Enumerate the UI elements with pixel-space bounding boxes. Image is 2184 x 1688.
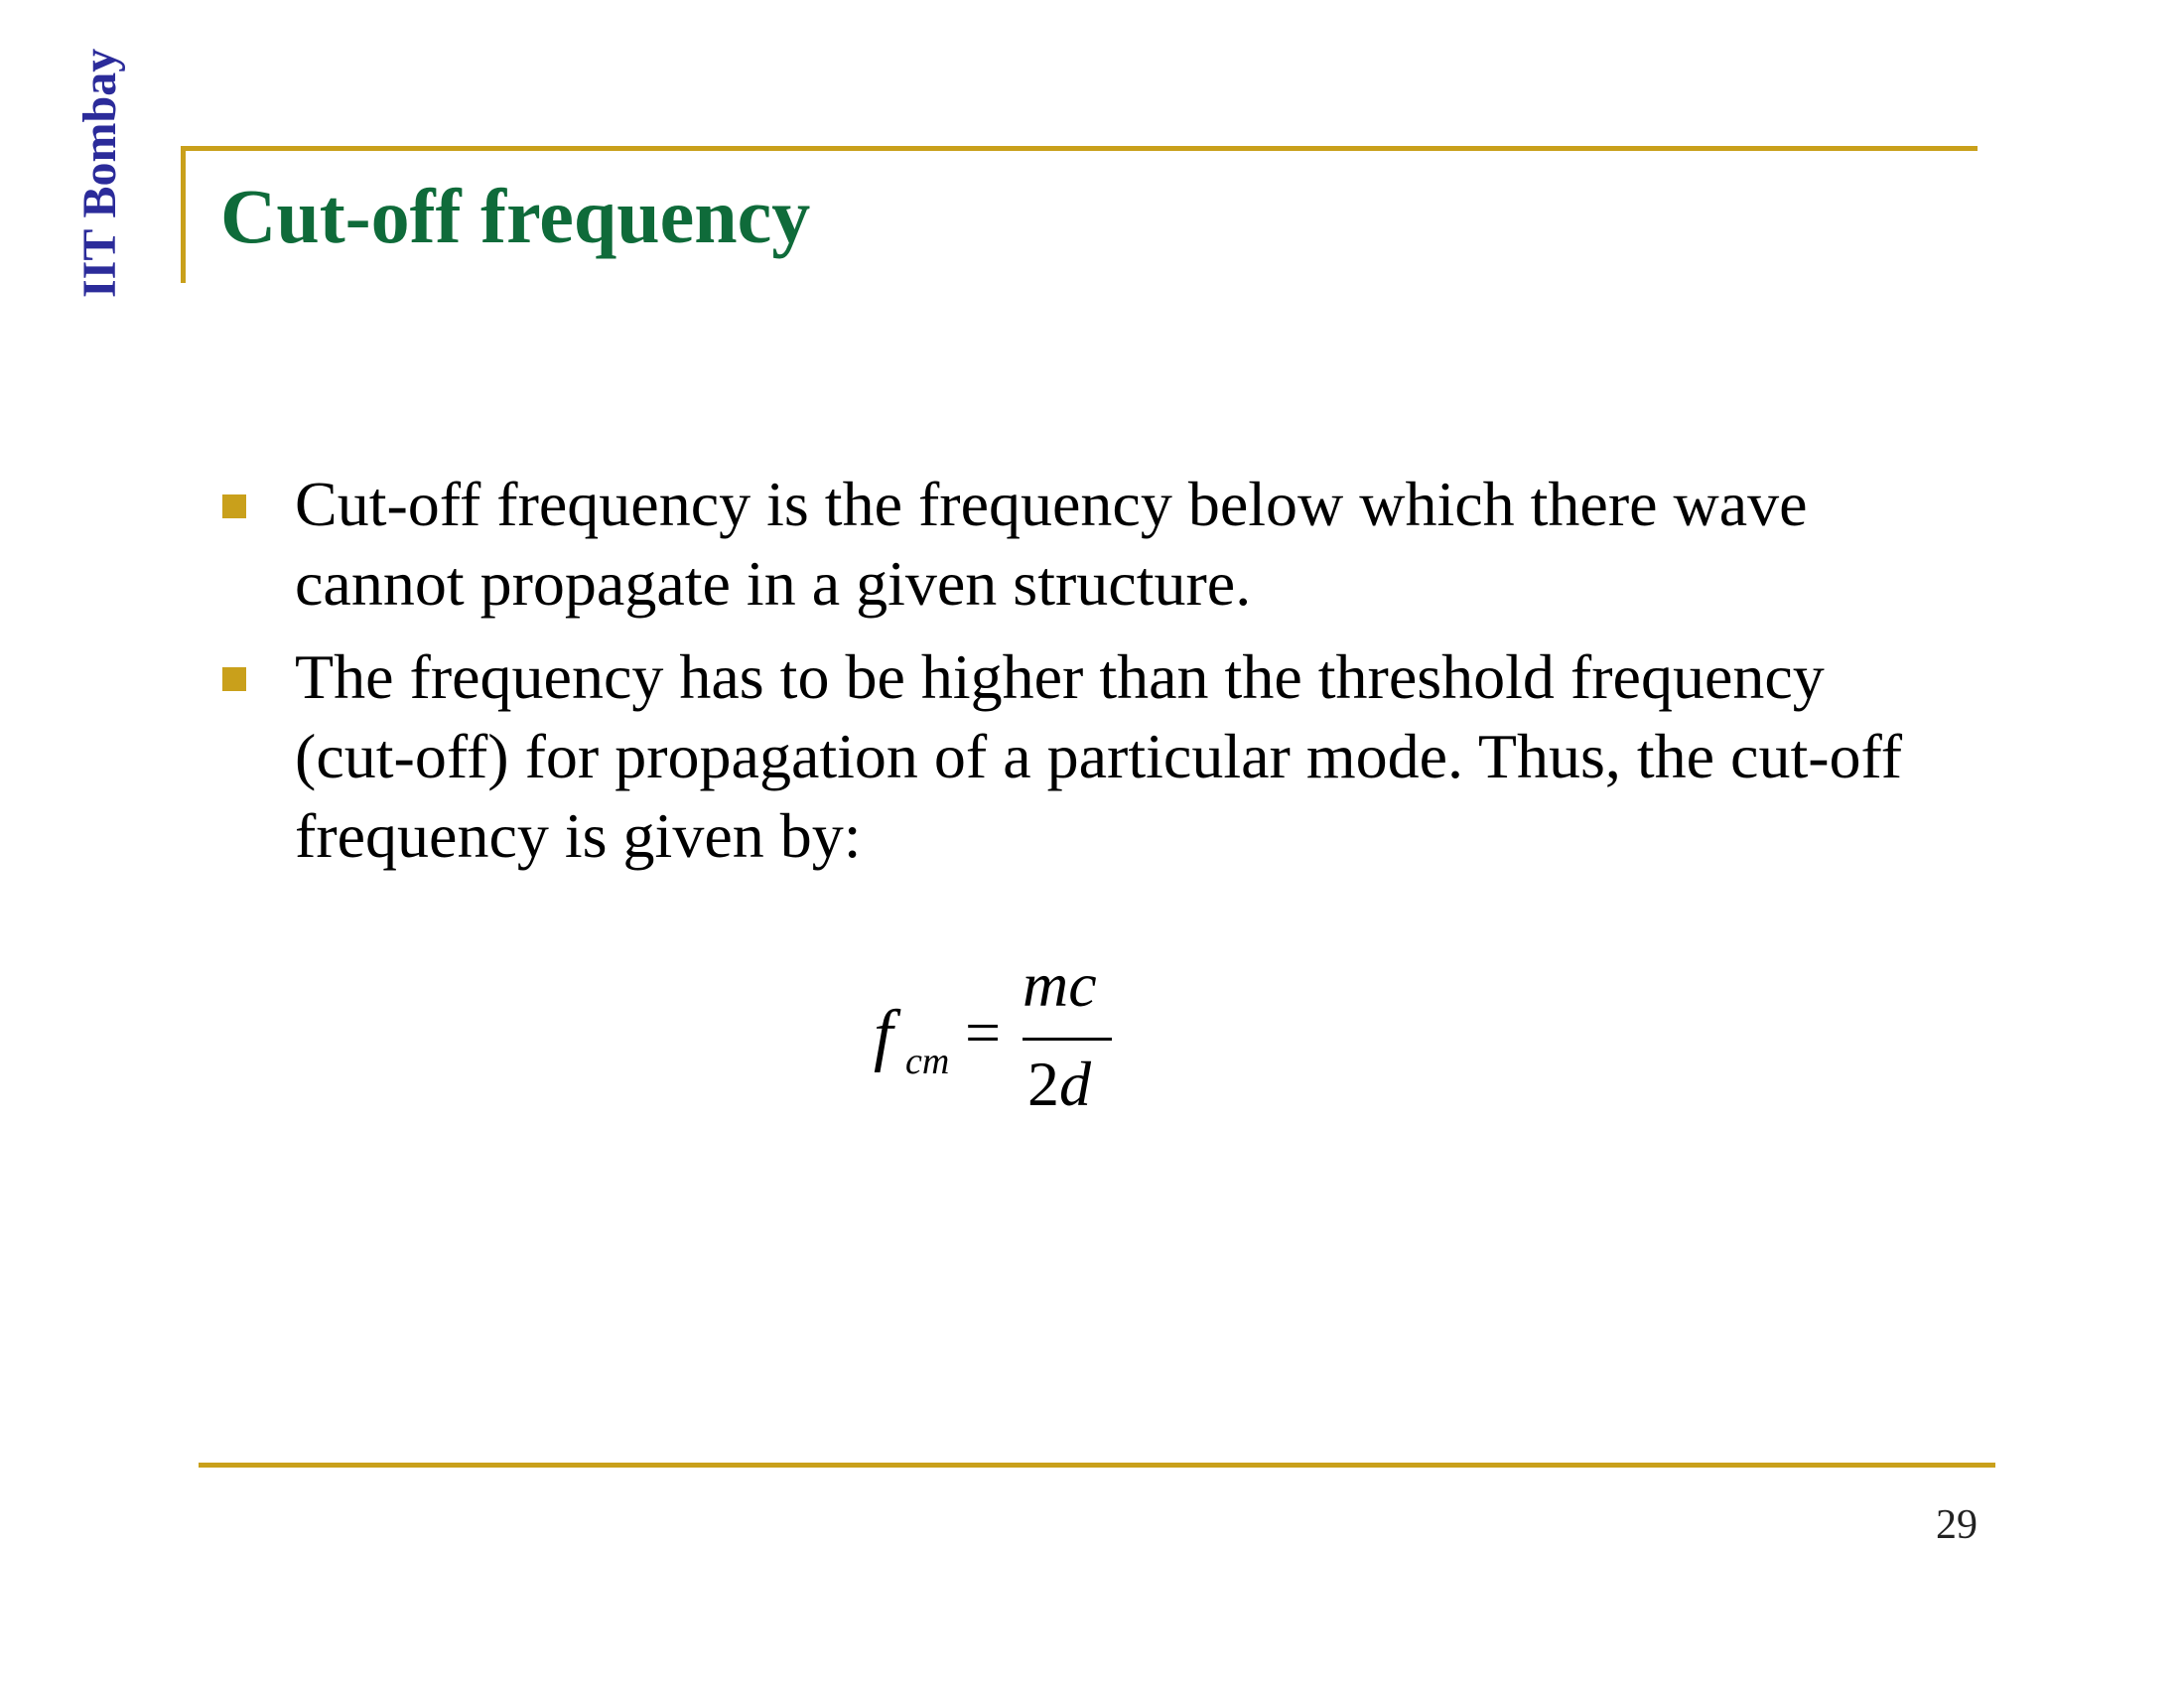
slide-title: Cut-off frequency [220, 173, 811, 259]
bullet-text: The frequency has to be higher than the threshold frequency (cut-off) for propagation of a particular mode. Thus, the cut-off frequency is given by: [295, 641, 1902, 871]
formula-denominator-digit: 2 [1027, 1049, 1059, 1119]
bullet-item [220, 465, 1928, 624]
bullet-list [220, 465, 1928, 890]
page-number: 29 [1936, 1502, 1978, 1548]
formula-symbol: f [874, 997, 893, 1073]
footer-rule [199, 1463, 1995, 1468]
formula-denominator-variable: d [1059, 1049, 1091, 1119]
square-bullet-icon [222, 494, 246, 518]
formula-subscript: cm [905, 1041, 950, 1082]
bullet-item [220, 637, 1928, 876]
institution-label: IIT Bombay [73, 48, 126, 298]
formula-denominator [1027, 1049, 1091, 1119]
header-side-rule [181, 146, 186, 283]
cutoff-frequency-formula [874, 949, 1112, 1122]
header-rule [181, 146, 1978, 151]
formula-equals: = [965, 997, 1002, 1067]
formula-numerator: mc [1023, 949, 1097, 1020]
square-bullet-icon [222, 667, 246, 691]
fraction-bar [1023, 1038, 1112, 1041]
bullet-text: Cut-off frequency is the frequency below which there wave cannot propagate in a given structure. [295, 469, 1808, 619]
